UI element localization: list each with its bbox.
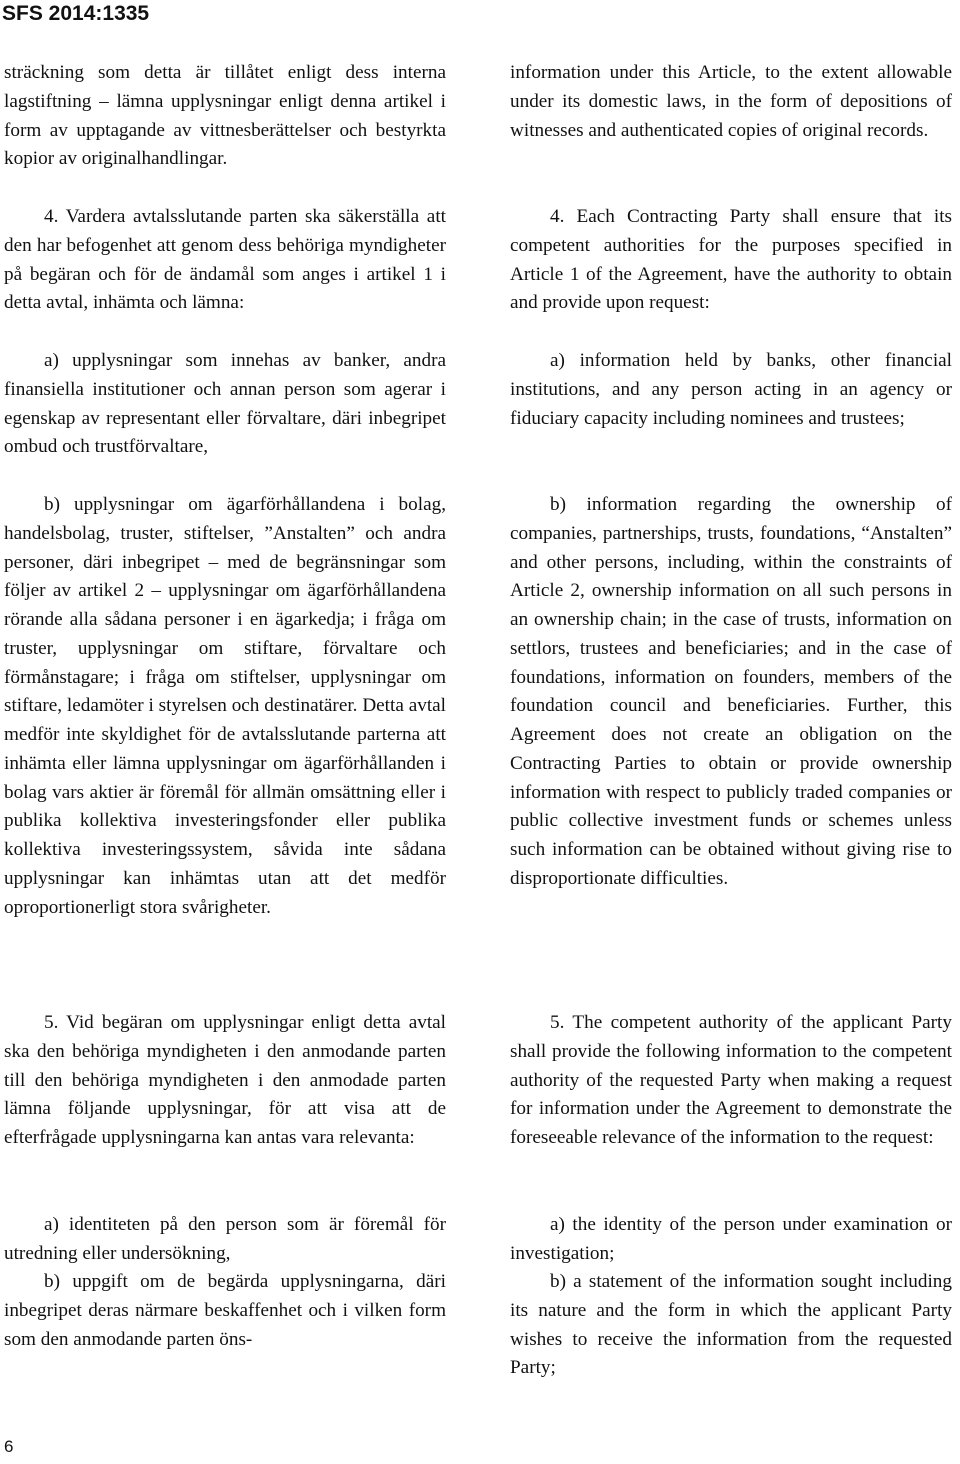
swedish-intro-paragraph: sträckning som detta är tillåtet enligt dess interna lagstiftning – lämna upplysningar enligt denna artikel i form av upptagande av vittnesberättelser och bestyrkta kopior av originalhandlingar.	[4, 62, 446, 170]
english-paragraph-4: 4. Each Contracting Party shall ensure that its competent authorities for the purposes specified in Article 1 of the Agreement, have the authority to obtain and provide upon request:	[510, 206, 952, 314]
document-header: SFS 2014:1335	[2, 2, 150, 25]
page-number: 6	[4, 1437, 14, 1456]
english-paragraph-5b: b) a statement of the information sought including its nature and the form in which the applicant Party wishes to receive the information from the requested Party;	[510, 1271, 952, 1379]
swedish-paragraph-5b: b) uppgift om de begärda upplysningarna, däri inbegripet deras närmare beskaffenhet och i vilken form som den anmodande parten öns-	[4, 1271, 446, 1350]
swedish-paragraph-4b: b) upplysningar om ägarförhållandena i bolag, handelsbolag, truster, stiftelser, ”Anstalten” och andra personer, däri inbegripet – med de begränsningar som följer av artikel 2 – upplysningar om ägarförhållandena rörande alla sådana personer i en ägarkedja; i fråga om truster, upplysningar om stiftare, förvaltare och förmånstagare; i fråga om stiftelser, upplysningar om stiftare, ledamöter i styrelsen och destinatärer. Detta avtal medför inte skyldighet för de avtalsslutande parterna att inhämta eller lämna upplysningar om ägarförhållanden i bolag vars aktier är föremål för allmän omsättning eller i publika kollektiva investeringsfonder eller publika kollektiva investeringssystem, såvida inte sådana upplysningar kan inhämtas utan att det medför oproportionerligt stora svårigheter.	[4, 494, 446, 918]
english-paragraph-5: 5. The competent authority of the applicant Party shall provide the following information to the competent authority of the requested Party when making a request for information under the Agreement to demonstrate the foreseeable relevance of the information to the request:	[510, 1012, 952, 1148]
english-paragraph-4a: a) information held by banks, other financial institutions, and any person acting in an agency or fiduciary capacity including nominees and trustees;	[510, 350, 952, 429]
english-paragraph-5a: a) the identity of the person under examination or investigation;	[510, 1214, 952, 1264]
swedish-paragraph-5: 5. Vid begäran om upplysningar enligt detta avtal ska den behöriga myndigheten i den anmodande parten till den behöriga myndigheten i den anmodade parten lämna följande upplysningar, för att visa att de efterfrågade upplysningarna kan antas vara relevanta:	[4, 1012, 446, 1148]
swedish-paragraph-4: 4. Vardera avtalsslutande parten ska säkerställa att den har befogenhet att genom dess behöriga myndigheter på begäran och för de ändamål som anges i artikel 1 i detta avtal, inhämta och lämna:	[4, 206, 446, 314]
swedish-paragraph-4a: a) upplysningar som innehas av banker, andra finansiella institutioner och annan person som agerar i egenskap av representant eller förvaltare, däri inbegripet ombud och trustförvaltare,	[4, 350, 446, 458]
swedish-paragraph-5a: a) identiteten på den person som är föremål för utredning eller undersökning,	[4, 1214, 446, 1264]
english-paragraph-4b: b) information regarding the ownership of companies, partnerships, trusts, foundations, “Anstalten” and other persons, including, within the constraints of Article 2, ownership information on all such persons in an ownership chain; in the case of trusts, information on settlors, trustees and beneficiaries; and in the case of foundations, information on founders, members of the foundation council and beneficiaries. Further, this Agreement does not create an obligation on the Contracting Parties to obtain or provide ownership information with respect to publicly traded companies or public collective investment funds or schemes unless such information can be obtained without giving rise to disproportionate difficulties.	[510, 494, 952, 889]
english-intro-paragraph: information under this Article, to the extent allowable under its domestic laws, in the form of depositions of witnesses and authenticated copies of original records.	[510, 62, 952, 141]
